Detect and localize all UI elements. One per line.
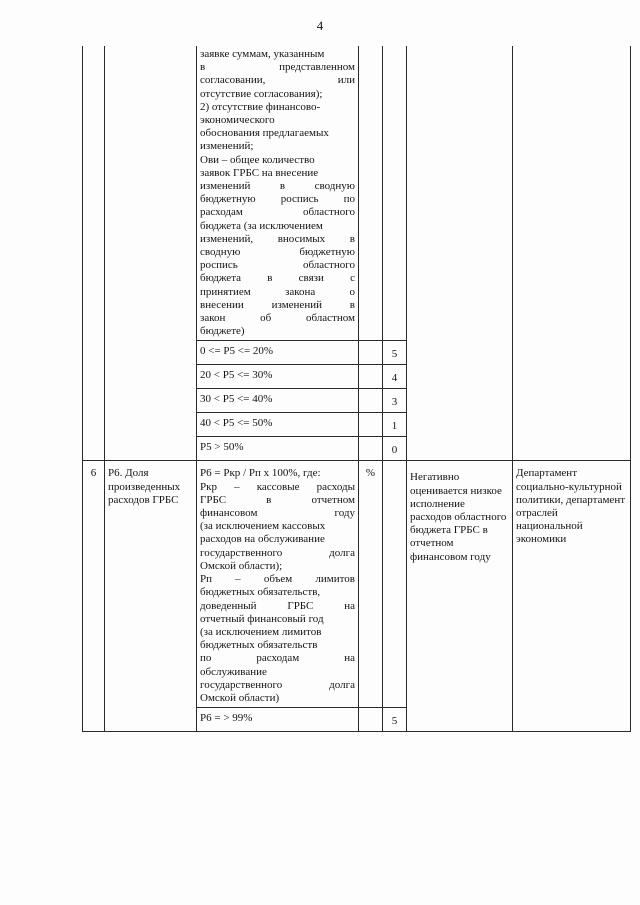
range-unit-empty [359, 413, 383, 437]
formula-line: заявок ГРБС на внесение [200, 166, 319, 179]
range-condition: 0 <= P5 <= 20% [197, 341, 359, 365]
formula-line: Pкр – кассовые расходы [200, 480, 355, 493]
formula-line: государственного долга [200, 546, 355, 559]
range-unit-empty [359, 437, 383, 461]
formula-line: бюджета (за исключением [200, 219, 323, 232]
unit-cell-empty [359, 46, 383, 341]
formula-line: Омской области); [200, 559, 283, 572]
formula-line: (за исключением кассовых [200, 520, 326, 533]
formula-line: расходов на обслуживание [200, 533, 325, 546]
range-score: 1 [383, 413, 407, 437]
formula-line: отчетный финансовый год [200, 612, 324, 625]
score-cell-empty [383, 461, 407, 708]
assessment-cell-empty [407, 46, 513, 461]
formula-line: изменений, вносимых в [200, 232, 355, 245]
formula-line: роспись областного [200, 259, 355, 272]
formula-line: бюджетную роспись по [200, 193, 355, 206]
formula-line: Pп – объем лимитов [200, 573, 355, 586]
formula-line: сводную бюджетную [200, 246, 355, 259]
formula-line: финансовом году [200, 507, 355, 520]
formula-line: закон об областном [200, 312, 355, 325]
responsible-cell: Департамент социально-культурной политики, департамент отраслей национальной экономики [513, 461, 631, 732]
formula-line: доведенный ГРБС на [200, 599, 355, 612]
unit-cell: % [359, 461, 383, 708]
range-unit-empty [359, 389, 383, 413]
formula-line: по расходам на [200, 652, 355, 665]
row-number: 6 [83, 461, 105, 732]
formula-line: 2) отсутствие финансово- [200, 100, 321, 113]
responsible-cell-empty [513, 46, 631, 461]
indicator-name: P6. Доля произведенных расходов ГРБС [105, 461, 197, 732]
range-condition: 30 < P5 <= 40% [197, 389, 359, 413]
range-score: 0 [383, 437, 407, 461]
formula-line: Oви – общее количество [200, 153, 315, 166]
range-condition: P5 > 50% [197, 437, 359, 461]
range-score: 4 [383, 365, 407, 389]
formula-line: государственного долга [200, 678, 355, 691]
formula-line: P6 = Pкр / Pп x 100%, где: [200, 467, 321, 480]
formula-line: изменений; [200, 140, 254, 153]
number-cell-empty [83, 46, 105, 461]
formula-line: расходам областного [200, 206, 355, 219]
formula-line: внесении изменений в [200, 298, 355, 311]
formula-line: в представленном [200, 61, 355, 74]
range-unit-empty [359, 341, 383, 365]
formula-line: обслуживание [200, 665, 267, 678]
formula-line: бюджетных обязательств, [200, 586, 321, 599]
formula-line: бюджета в связи с [200, 272, 355, 285]
range-condition: P6 = > 99% [197, 708, 359, 732]
formula-line: бюджете) [200, 325, 245, 338]
name-cell-empty [105, 46, 197, 461]
range-score: 3 [383, 389, 407, 413]
range-unit-empty [359, 708, 383, 732]
formula-line: принятием закона о [200, 285, 355, 298]
formula-cell [197, 461, 359, 708]
formula-line: обоснования предлагаемых [200, 127, 329, 140]
range-condition: 40 < P5 <= 50% [197, 413, 359, 437]
range-unit-empty [359, 365, 383, 389]
range-score: 5 [383, 341, 407, 365]
indicator-table [82, 46, 631, 732]
formula-line: заявке суммам, указанным [200, 48, 325, 60]
formula-line: Омской области) [200, 691, 280, 704]
table-row [83, 46, 631, 341]
assessment-cell: Негативно оценивается низкое исполнение расходов областного бюджета ГРБС в отчетном финансовом году [407, 461, 513, 732]
formula-line: ГРБС в отчетном [200, 493, 355, 506]
formula-line: бюджетных обязательств [200, 639, 318, 652]
range-condition: 20 < P5 <= 30% [197, 365, 359, 389]
page-number: 4 [316, 18, 324, 33]
formula-line: отсутствие согласования); [200, 87, 323, 100]
formula-line: согласовании, или [200, 74, 355, 87]
score-cell-empty [383, 46, 407, 341]
formula-line: экономического [200, 114, 275, 127]
formula-cell [197, 46, 359, 341]
range-score: 5 [383, 708, 407, 732]
formula-line: (за исключением лимитов [200, 625, 322, 638]
formula-line: изменений в сводную [200, 180, 355, 193]
table-row [83, 461, 631, 708]
